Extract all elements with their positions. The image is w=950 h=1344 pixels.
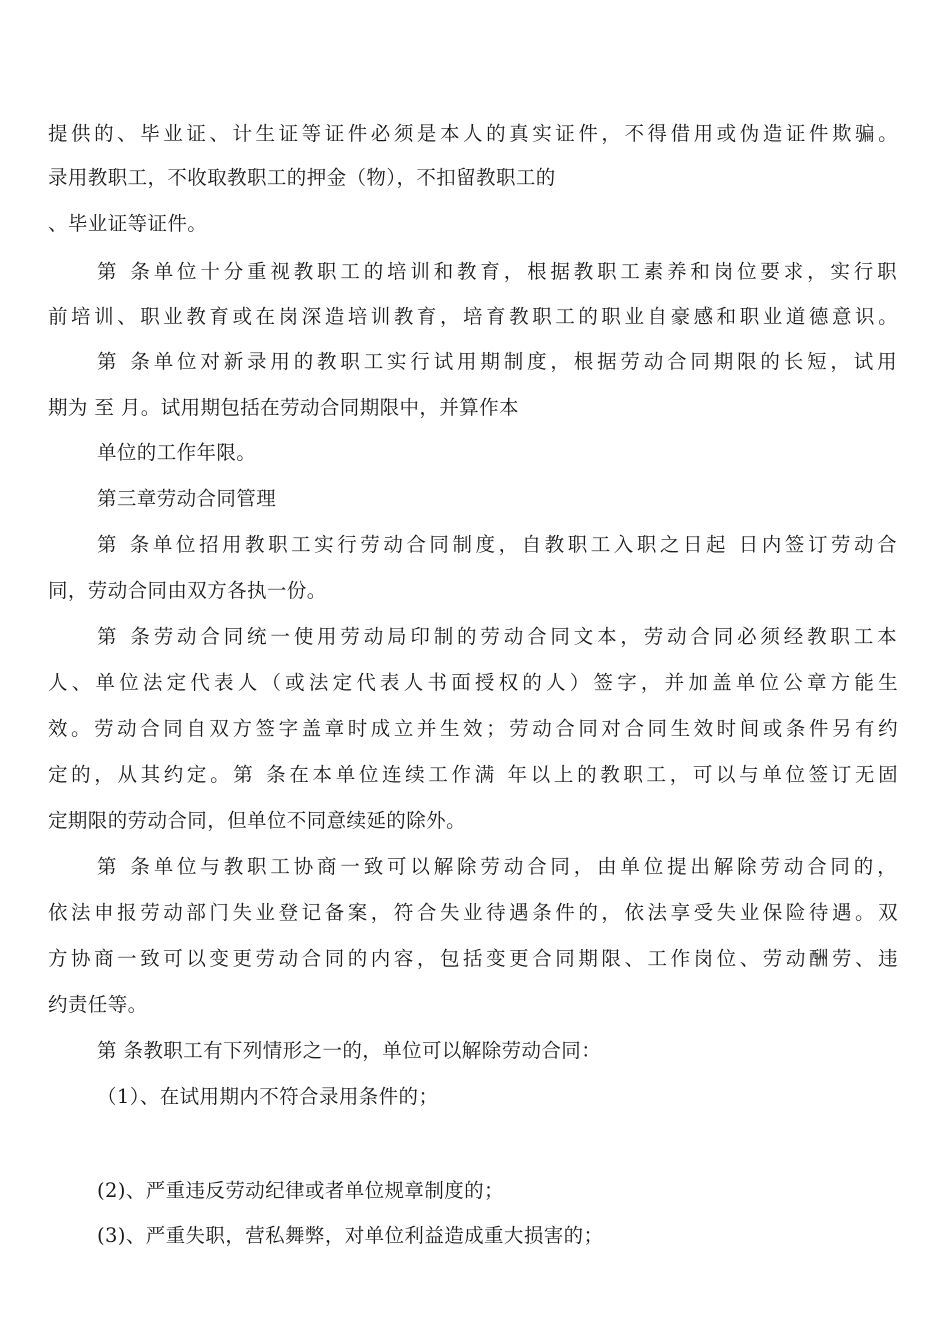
text-line: 依法申报劳动部门失业登记备案，符合失业待遇条件的，依法享受失业保险待遇。双 bbox=[48, 901, 898, 924]
list-item: （1）、在试用期内不符合录用条件的； bbox=[97, 1085, 439, 1108]
paragraph-start-line: 第 条劳动合同统一使用劳动局印制的劳动合同文本，劳动合同必须经教职工本 bbox=[97, 625, 897, 648]
paragraph-start-line: 第 条单位与教职工协商一致可以解除劳动合同，由单位提出解除劳动合同的， bbox=[97, 855, 897, 878]
paragraph-start-line: 第 条教职工有下列情形之一的，单位可以解除劳动合同： bbox=[97, 1039, 602, 1062]
paragraph-start-line: 第 条单位招用教职工实行劳动合同制度，自教职工入职之日起 日内签订劳动合 bbox=[97, 533, 897, 556]
text-line: 约责任等。 bbox=[48, 993, 148, 1016]
text-line: 期为 至 月。试用期包括在劳动合同期限中，并算作本 bbox=[48, 396, 519, 419]
text-line: 定的，从其约定。第 条在本单位连续工作满 年以上的教职工，可以与单位签订无固 bbox=[48, 763, 898, 786]
chapter-heading: 第三章劳动合同管理 bbox=[97, 487, 277, 510]
paragraph-start-line: 第 条单位对新录用的教职工实行试用期制度，根据劳动合同期限的长短，试用 bbox=[97, 350, 897, 373]
text-line: 方协商一致可以变更劳动合同的内容，包括变更合同期限、工作岗位、劳动酬劳、违 bbox=[48, 947, 898, 970]
text-line: 效。劳动合同自双方签字盖章时成立并生效；劳动合同对合同生效时间或条件另有约 bbox=[48, 717, 898, 740]
text-line: 提供的、毕业证、计生证等证件必须是本人的真实证件，不得借用或伪造证件欺骗。 bbox=[48, 122, 898, 145]
text-line: 、毕业证等证件。 bbox=[48, 212, 208, 235]
list-item: (3)、严重失职，营私舞弊，对单位利益造成重大损害的； bbox=[97, 1224, 604, 1247]
text-line: 定期限的劳动合同，但单位不同意续延的除外。 bbox=[48, 809, 466, 832]
text-line: 录用教职工，不收取教职工的押金（物），不扣留教职工的 bbox=[48, 166, 556, 189]
paragraph-start-line: 第 条单位十分重视教职工的培训和教育，根据教职工素养和岗位要求，实行职 bbox=[97, 260, 897, 283]
text-line: 单位的工作年限。 bbox=[97, 441, 257, 464]
text-line: 人、单位法定代表人（或法定代表人书面授权的人）签字，并加盖单位公章方能生 bbox=[48, 671, 898, 694]
list-item: (2)、严重违反劳动纪律或者单位规章制度的； bbox=[97, 1179, 504, 1202]
text-line: 前培训、职业教育或在岗深造培训教育，培育教职工的职业自豪感和职业道德意识。 bbox=[48, 305, 898, 328]
text-line: 同，劳动合同由双方各执一份。 bbox=[48, 579, 327, 602]
